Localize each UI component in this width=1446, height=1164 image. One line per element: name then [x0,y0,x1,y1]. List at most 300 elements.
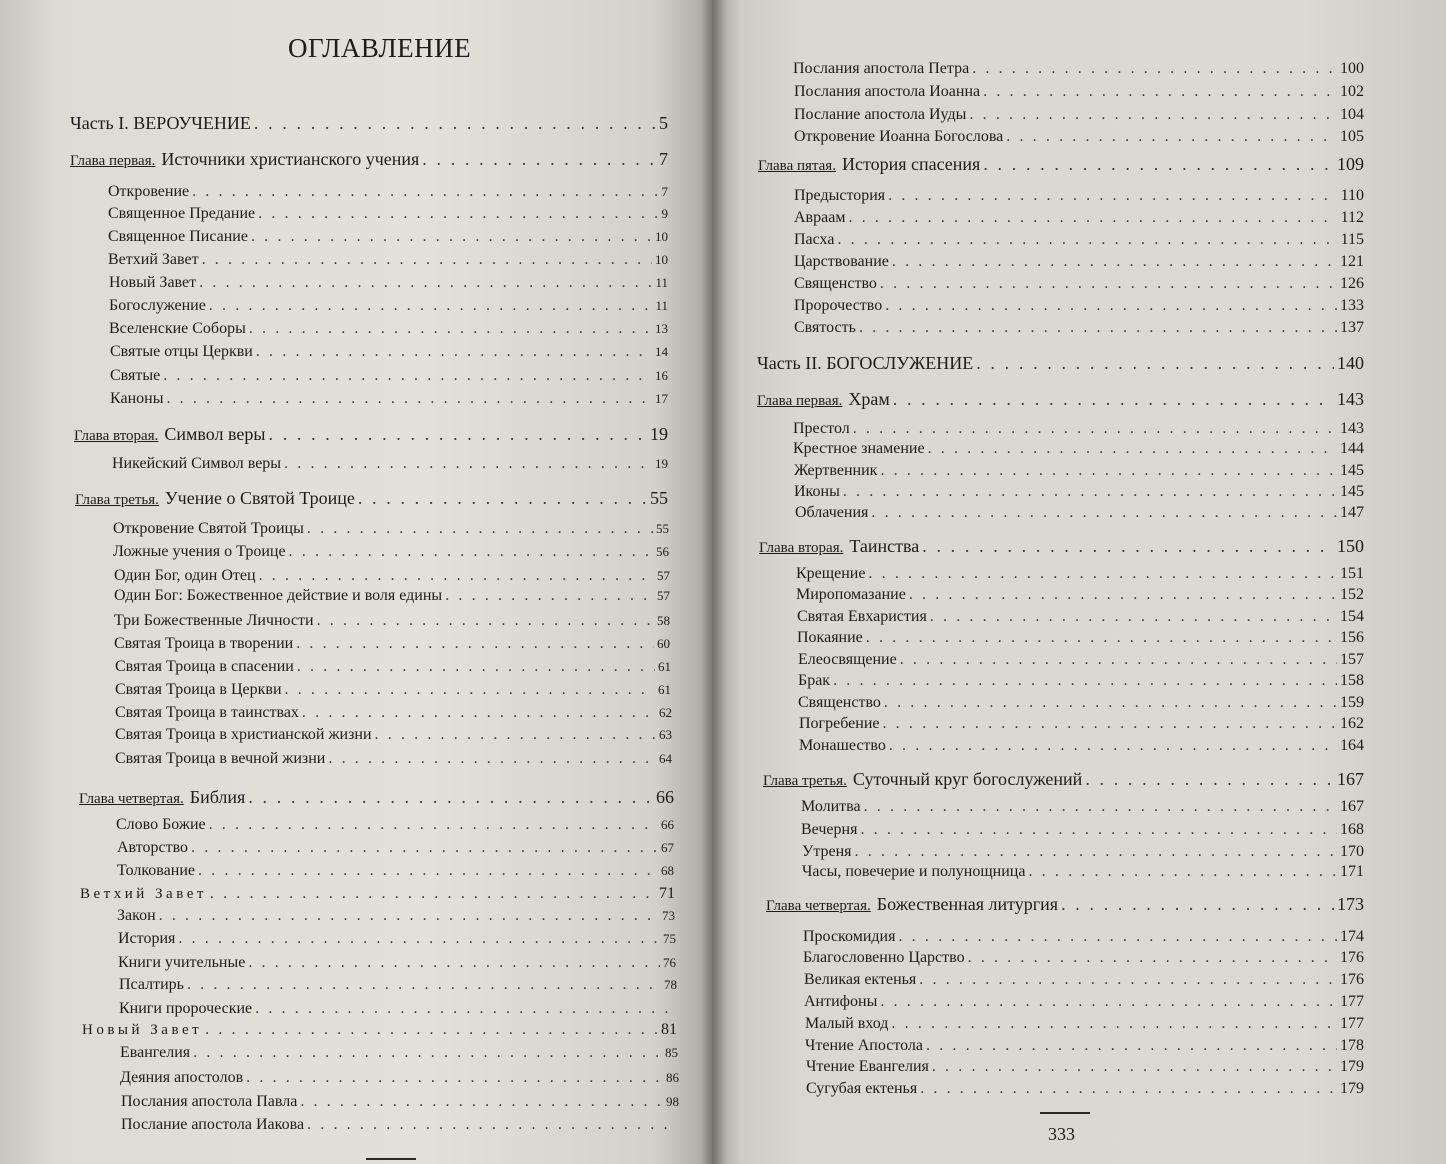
toc-entry-item [793,439,1364,459]
leader-dots [880,274,1337,294]
leader-dots [307,519,653,539]
chapter-label: Глава вторая. [759,540,844,556]
leader-dots [882,714,1337,734]
page-ref: 157 [1340,651,1364,668]
entry-title-text: Часть II. БОГОСЛУЖЕНИЕ [757,353,974,373]
entry-title-text: Послания апостола Иоанна [794,83,981,100]
leader-dots [251,227,652,247]
toc-entry-item [794,230,1364,250]
leader-dots [284,454,652,474]
leader-dots [892,252,1337,272]
page-ref: 109 [1337,154,1364,174]
toc-entry-item [110,342,668,362]
leader-dots [932,1057,1337,1077]
toc-entry-title [794,208,845,228]
leader-dots [255,999,674,1019]
entry-title-text: Никейский Символ веры [112,455,282,472]
page-ref: 177 [1340,993,1364,1010]
page-ref: 179 [1340,1058,1364,1075]
page-ref: 58 [657,613,670,628]
entry-title-text: Ложные учения о Троице [113,543,286,560]
toc-entry-title [803,948,965,968]
toc-entry-item [805,1036,1364,1056]
leader-dots [898,927,1337,947]
entry-title-text: Пасха [794,231,835,248]
page-ref: 55 [656,521,669,536]
leader-dots [246,1068,663,1088]
toc-entry-item [110,366,668,386]
leader-dots [198,861,658,881]
page-ref: 176 [1340,971,1364,988]
entry-title-text: Каноны [110,390,164,407]
toc-entry-title [801,820,857,840]
toc-entry-section [80,884,675,904]
toc-entry-chapter [75,487,668,511]
entry-title-text: Утреня [802,843,852,860]
toc-entry-item [799,714,1364,734]
entry-title-text: Престол [793,420,850,437]
toc-entry-item [120,1043,678,1063]
chapter-label: Глава четвертая. [766,898,871,914]
page-ref: 68 [661,863,674,878]
page-ref: 112 [1340,209,1364,226]
entry-title-text: Часть I. ВЕРОУЧЕНИЕ [70,113,251,133]
entry-title-text: Молитва [801,798,861,815]
toc-entry-item [112,454,668,474]
entry-title-text: Откровение Святой Троицы [113,520,304,537]
page-ref: 19 [650,424,668,444]
page-ref: 137 [1340,319,1364,336]
toc-entry-item [801,797,1364,817]
page-ref: 110 [1340,187,1364,204]
page-ref: 5 [659,113,668,133]
toc-entry-item [109,296,668,316]
toc-entry-title [117,838,188,858]
page-ref: 66 [656,787,674,807]
leader-dots [1028,862,1337,882]
toc-entry-title [794,461,877,481]
toc-entry-title [803,927,895,947]
toc-entry-item [119,999,677,1019]
page-ref: 17 [655,391,668,406]
toc-entry-title [804,992,877,1012]
page-ref: 60 [657,636,670,651]
leader-dots [855,842,1337,862]
page-ref: 57 [657,568,670,583]
page-ref: 61 [658,682,671,697]
toc-entry-section [82,1020,677,1040]
toc-entry-item [108,227,668,247]
page-ref: 121 [1340,253,1364,270]
toc-entry-item [802,842,1364,862]
entry-title-text: Откровение [108,183,190,200]
toc-entry-item [120,1068,679,1088]
page-ref: 176 [1340,949,1364,966]
toc-entry-item [803,927,1364,947]
page-ref: 143 [1340,420,1364,437]
toc-entry-title [802,842,852,862]
leader-dots [888,186,1337,206]
entry-title-text: Толкование [117,862,195,879]
toc-entry-item [794,296,1364,316]
toc-entry-part [70,112,668,134]
leader-dots [259,566,654,586]
page-ref: 76 [663,955,676,970]
entry-title-text: Божественная литургия [876,894,1059,914]
page-ref: 167 [1337,769,1364,789]
toc-entry-item [115,749,672,769]
toc-entry-item [793,419,1364,439]
entry-title-text: Библия [189,787,246,807]
leader-dots [358,487,647,509]
toc-entry-title [108,227,248,247]
toc-entry-title [793,59,969,79]
entry-title-text: Учение о Святой Троице [164,488,355,508]
leader-dots [269,423,648,445]
entry-title-text: Откровение Иоанна Богослова [794,128,1004,145]
entry-title-text: Святая Троица в спасении [115,658,294,675]
leader-dots [192,182,658,202]
toc-entry-item [115,680,671,700]
entry-title-text: Три Божественные Личности [114,612,314,629]
toc-entry-title [794,82,980,102]
entry-title-text: Вечерня [801,821,858,838]
entry-title-text: Символ веры [164,424,266,444]
page-ref: 173 [1337,894,1364,914]
toc-entry-title [798,693,881,713]
page-ref: 9 [661,206,668,221]
page-ref: 7 [661,184,668,199]
leader-dots [302,703,656,723]
page-ref: 104 [1340,106,1364,123]
toc-entry-item [798,693,1364,713]
entry-title-text: Авраам [794,209,846,226]
leader-dots [1085,768,1334,790]
toc-entry-item [793,59,1364,79]
toc-entry-title [115,725,372,745]
toc-entry-title [799,736,886,756]
toc-entry-chapter [74,423,668,447]
entry-title-text: Предыстория [794,187,886,204]
entry-title-text: Священство [798,694,881,711]
toc-entry-item [806,1057,1364,1077]
toc-entry-item [799,736,1364,756]
page-ref: 170 [1340,843,1364,860]
toc-entry-title [793,439,925,459]
toc-entry-item [794,252,1364,272]
toc-entry-item [794,82,1364,102]
toc-entry-item [108,250,668,270]
leader-dots [1006,127,1337,147]
page-ref: 164 [1340,737,1364,754]
page-ref: 151 [1340,565,1364,582]
leader-dots [837,230,1337,250]
toc-entry-title [794,230,834,250]
toc-entry-item [119,975,677,995]
entry-title-text: Благословенно Царство [803,949,965,966]
toc-entry-title [70,148,419,172]
toc-entry-title [120,1068,243,1088]
toc-entry-title [806,1079,917,1099]
entry-title-text: Святые [110,367,161,384]
page-ref: 66 [661,817,674,832]
toc-entry-item [117,838,674,858]
page-ref: 174 [1340,928,1364,945]
toc-entry-item [110,389,668,409]
leader-dots [193,1043,662,1063]
toc-entry-title [758,153,980,177]
page-ref: 154 [1340,608,1364,625]
entry-title-text: Священное Писание [108,228,248,245]
leader-dots [853,419,1337,439]
toc-entry-title [766,893,1058,917]
page-ref: 156 [1340,629,1364,646]
book-gutter [700,0,726,1164]
toc-entry-title [109,319,246,339]
entry-title-text: История спасения [841,154,981,174]
toc-entry-chapter [70,148,668,172]
page-ref: 100 [1340,60,1364,77]
toc-entry-item [796,564,1364,584]
toc-entry-part [757,352,1364,374]
page-ref: 7 [659,149,668,169]
entry-title-text: Один Бог: Божественное действие и воля едины [114,587,443,604]
toc-entry-title [117,861,195,881]
toc-entry-title [806,1057,929,1077]
entry-title-text: Закон [117,907,156,924]
entry-title-text: Чтение Евангелия [806,1058,929,1075]
page-ref: 158 [1340,672,1364,689]
leader-dots [922,535,1334,557]
chapter-label: Глава пятая. [758,158,836,174]
toc-entry-item [109,319,668,339]
toc-entry-title [795,503,868,523]
leader-dots [210,884,656,904]
leader-dots [891,1014,1337,1034]
toc-entry-item [798,650,1364,670]
toc-entry-title [109,273,196,293]
leader-dots [1061,893,1334,915]
leader-dots [328,749,656,769]
leader-dots [202,250,652,270]
leader-dots [843,482,1337,502]
page-ref: 11 [655,275,668,290]
toc-entry-chapter [759,535,1364,559]
toc-entry-title [74,423,266,447]
page-ref: 10 [655,252,668,267]
toc-entry-title [759,535,919,559]
page-ref: 16 [655,368,668,383]
page-ref: 143 [1337,389,1364,409]
toc-entry-item [803,948,1364,968]
toc-entry-item [804,992,1364,1012]
entry-title-text: Пророчество [794,297,883,314]
entry-title-text: Деяния апостолов [120,1069,244,1086]
page-ref: 19 [655,456,668,471]
entry-title-text: Святая Евхаристия [797,608,927,625]
leader-dots [187,975,661,995]
toc-entry-item [806,1079,1364,1099]
entry-title-text: Святая Троица в творении [114,635,294,652]
entry-title-text: Крещение [796,565,866,582]
page-ref: 61 [658,659,671,674]
entry-title-text: Ветхий Завет [80,886,207,902]
toc-entry-title [801,797,861,817]
entry-title-text: Чтение Апостола [805,1037,923,1054]
toc-entry-item [805,1014,1364,1034]
toc-entry-title [120,1043,190,1063]
page-ref: 145 [1340,462,1364,479]
page-number: 333 [1048,1124,1075,1144]
page-ref: 81 [661,1021,677,1038]
page-ref: 140 [1337,353,1364,373]
toc-entry-title [110,342,253,362]
entry-title-text: Храм [848,389,890,409]
toc-entry-chapter [763,768,1364,792]
toc-entry-title [116,815,206,835]
leader-dots [919,970,1337,990]
toc-entry-title [805,1014,888,1034]
toc-entry-item [795,503,1364,523]
toc-entry-title [757,388,890,412]
leader-dots [300,1092,663,1112]
leader-dots [880,461,1337,481]
page-ref: 152 [1340,586,1364,603]
entry-title-text: Новый Завет [82,1022,203,1038]
entry-title-text: Часы, повечерие и полунощница [802,863,1026,880]
toc-entry-title [794,252,889,272]
entry-title-text: Елеосвящение [798,651,897,668]
entry-title-text: Псалтирь [119,976,184,993]
entry-title-text: Сугубая ектенья [806,1080,918,1097]
toc-entry-title [115,749,325,769]
toc-entry-item [118,953,676,973]
page-ref: 75 [663,931,676,946]
toc-entry-item [797,607,1364,627]
toc-entry-item [794,186,1364,206]
page-ref: 71 [659,885,675,902]
leader-dots [209,296,653,316]
toc-entry-title [121,1115,304,1135]
toc-entry-title [763,768,1082,792]
page-ref: 13 [655,321,668,336]
toc-entry-item [794,208,1364,228]
leader-dots [859,318,1337,338]
leader-dots [972,59,1337,79]
toc-entry-item [115,703,672,723]
entry-title-text: Царствование [794,253,889,270]
toc-entry-title [794,274,877,294]
toc-entry-title [802,862,1025,882]
toc-entry-title [797,607,927,627]
page-ref: 56 [656,544,669,559]
toc-entry-item [794,105,1364,125]
leader-dots [248,786,653,808]
entry-title-text: Ветхий Завет [108,251,199,268]
toc-entry-title [804,970,916,990]
toc-entry-title [794,127,1003,147]
toc-entry-title [119,975,184,995]
entry-title-text: Суточный круг богослужений [852,769,1083,789]
toc-entry-title [794,296,882,316]
toc-entry-title [794,482,840,502]
toc-entry-title [115,703,299,723]
entry-title-text: Священное Предание [108,205,256,222]
toc-entry-title [113,542,286,562]
toc-entry-item [118,929,676,949]
toc-entry-title [796,564,865,584]
toc-entry-title [75,487,355,511]
toc-entry-item [794,274,1364,294]
page-ref: 177 [1340,1015,1364,1032]
leader-dots [833,671,1337,691]
entry-title-text: Иконы [794,483,840,500]
toc-entry-title [114,566,256,586]
entry-title-text: Авторство [117,839,189,856]
entry-title-text: Монашество [799,737,886,754]
entry-title-text: Богослужение [109,297,206,314]
toc-entry-item [121,1092,679,1112]
leader-dots [983,153,1334,175]
leader-dots [205,1020,658,1040]
chapter-label: Глава третья. [75,492,159,508]
entry-title-text: История [118,930,176,947]
leader-dots [178,929,660,949]
toc-entry-title [80,884,207,904]
toc-entry-title [108,182,189,202]
leader-dots [969,105,1337,125]
entry-title-text: Антифоны [804,993,878,1010]
entry-title-text: Послания апостола Петра [793,60,970,77]
toc-entry-chapter [757,388,1364,412]
entry-title-text: Евангелия [120,1044,191,1061]
page-ref: 147 [1340,504,1364,521]
page-ref: 98 [666,1094,679,1109]
entry-title-text: Погребение [799,715,880,732]
page-ref: 178 [1340,1037,1364,1054]
entry-title-text: Святая Троица в вечной жизни [115,750,326,767]
toc-entry-title [70,112,251,134]
entry-title-text: Священство [794,275,877,292]
leader-dots [930,607,1337,627]
leader-dots [249,319,652,339]
chapter-label: Глава первая. [757,393,843,409]
entry-title-text: Святая Троица в таинствах [115,704,299,721]
leader-dots [258,204,658,224]
toc-entry-item [114,566,670,586]
toc-entry-title [794,186,885,206]
entry-title-text: Крестное знамение [793,440,925,457]
toc-entry-item [798,671,1364,691]
page-ref: 62 [659,705,672,720]
toc-entry-title [115,657,294,677]
leader-dots [885,296,1337,316]
entry-title-text: Облачения [795,504,869,521]
page-ref: 150 [1337,536,1364,556]
toc-entry-item [797,628,1364,648]
page-ref: 115 [1340,231,1364,248]
toc-entry-chapter [766,893,1364,917]
toc-entry-item [115,657,671,677]
entry-title-text: Святость [794,319,856,336]
leader-dots [248,953,660,973]
toc-entry-title [112,454,281,474]
leader-dots [254,112,656,134]
toc-entry-title [114,634,293,654]
toc-heading: ОГЛАВЛЕНИЕ [288,33,472,63]
toc-entry-title [82,1020,202,1040]
toc-entry-item [108,182,668,202]
